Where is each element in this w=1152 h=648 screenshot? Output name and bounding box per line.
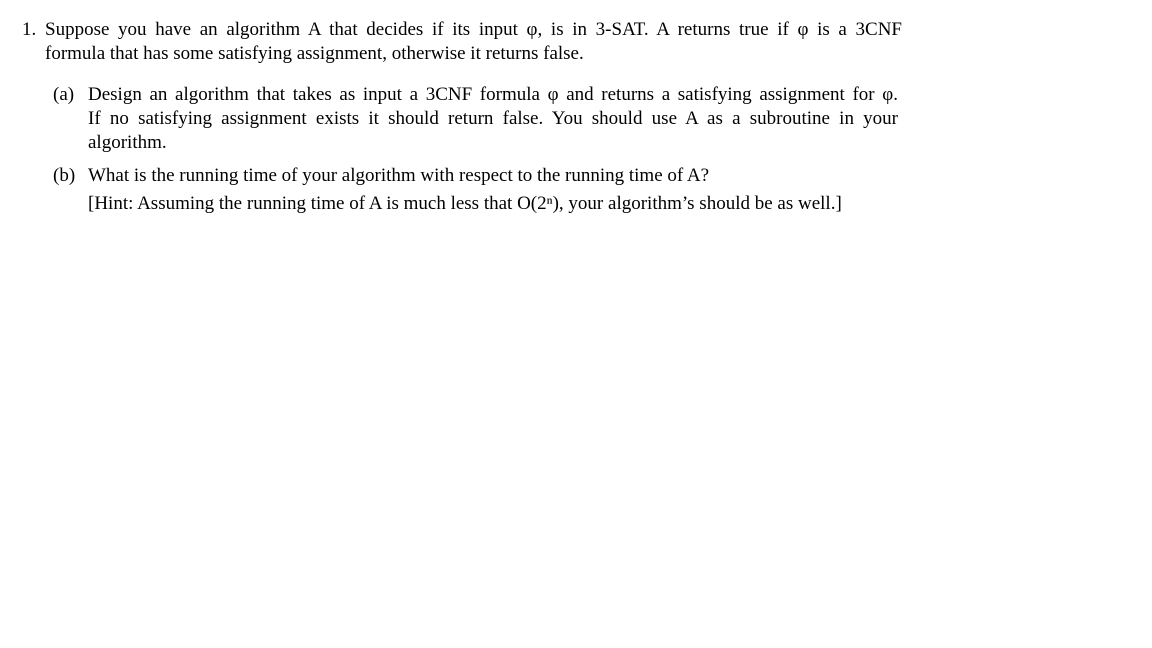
part-b-hint: [Hint: Assuming the running time of A is much less that O(2ⁿ), your algorithm’s should be as well.] (88, 193, 842, 214)
part-a (53, 83, 902, 155)
problem-line-1-text: Suppose you have an algorithm A that decides if its input φ, is in 3-SAT. A returns true if φ is a 3CNF (45, 19, 902, 40)
part-a-line-3: algorithm. (88, 132, 167, 153)
part-a-line-1: Design an algorithm that takes as input a 3CNF formula φ and returns a satisfying assignment for φ. (88, 84, 898, 105)
part-b-question: What is the running time of your algorithm with respect to the running time of A? (88, 165, 710, 186)
problem-1 (22, 18, 902, 216)
problem-number: 1. (22, 19, 37, 40)
part-b-label: (b) (53, 165, 76, 186)
problem-statement-line-2: formula that has some satisfying assignment, otherwise it returns false. (45, 43, 584, 64)
subparts (22, 83, 902, 216)
part-a-line-2: If no satisfying assignment exists it should return false. You should use A as a subroutine in your (88, 108, 898, 129)
problem-statement-line-1 (22, 18, 902, 42)
part-b (53, 164, 902, 216)
part-a-label: (a) (53, 84, 75, 105)
